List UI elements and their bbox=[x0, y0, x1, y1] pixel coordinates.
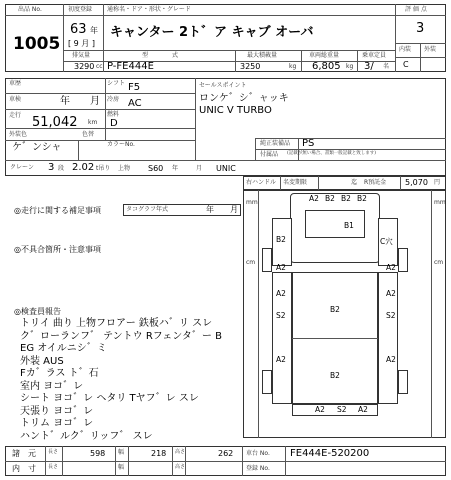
report-line: 外装 AUS bbox=[20, 355, 64, 367]
color-code-label: カラーNo. bbox=[107, 141, 135, 148]
dims-label: 諸 元 bbox=[12, 449, 36, 458]
chassis-label: 車台 No. bbox=[246, 450, 270, 457]
report-line: 天張り ヨコ゛レ bbox=[20, 405, 94, 417]
mark-bottom-s2: S2 bbox=[337, 405, 347, 414]
report-line: 室内 ヨコ゛レ bbox=[20, 380, 84, 392]
ext-color: ケ゛ンシャ bbox=[12, 142, 62, 153]
ac-label: 冷房 bbox=[107, 96, 120, 103]
inner-width-label: 幅 bbox=[118, 464, 125, 471]
mark-center-b2-upper: B2 bbox=[330, 305, 340, 314]
mark-b1: B1 bbox=[344, 221, 354, 230]
interior-grade: C bbox=[403, 60, 409, 69]
recycle-label: R預託金 bbox=[364, 179, 387, 186]
mark-top-b2-1: B2 bbox=[325, 194, 335, 203]
displacement: 3290 bbox=[74, 62, 95, 71]
seats: 3/ bbox=[364, 61, 374, 72]
length-value: 598 bbox=[90, 449, 106, 458]
crane-stage-unit: 段 bbox=[58, 165, 65, 172]
mark-left-s2: S2 bbox=[276, 311, 286, 320]
history-label: 車歴 bbox=[9, 80, 22, 87]
gross-weight: 6,805 bbox=[312, 61, 341, 72]
mark-side-a2-right: A2 bbox=[386, 263, 396, 272]
displacement-label: 排気量 bbox=[72, 52, 91, 59]
ext-color-label: 外装色 bbox=[9, 131, 28, 138]
mark-left-b2: B2 bbox=[276, 235, 286, 244]
inner-height-label: 高さ bbox=[175, 464, 186, 470]
vehicle-name: キャンター 2ト゛ア キャブ オーバ bbox=[110, 25, 314, 40]
model-label: 型 式 bbox=[142, 52, 179, 59]
supplement-label: ◎走行に関する補足事項 bbox=[14, 206, 101, 215]
ac-value: AC bbox=[128, 98, 142, 109]
report-line: EG オイルニシ゛ミ bbox=[20, 343, 107, 354]
max-load: 3250 bbox=[240, 62, 261, 71]
shift-label: シフト bbox=[107, 80, 126, 87]
mark-left-a2-lower: A2 bbox=[276, 355, 286, 364]
rear-right-wheel bbox=[398, 370, 408, 394]
displacement-unit: cc bbox=[96, 63, 103, 70]
height-value: 262 bbox=[218, 449, 234, 458]
report-line: ク゛ローランフ゛ テントウ Rフェンタ゛ー B bbox=[20, 330, 222, 342]
mark-center-b2-lower: B2 bbox=[330, 371, 340, 380]
exterior-label: 外装 bbox=[424, 46, 437, 53]
scale-mm-right: mm bbox=[434, 199, 446, 206]
upper-year-word: 年 bbox=[172, 165, 179, 172]
mark-side-a2-left: A2 bbox=[276, 263, 286, 272]
mark-top-b2-3: B2 bbox=[357, 194, 367, 203]
report-line: シート ヨコ゛レ ヘタリ Tヤフ゛レ スレ bbox=[20, 393, 199, 404]
mark-top-b2-2: B2 bbox=[341, 194, 351, 203]
meter-month: 月 bbox=[230, 205, 238, 214]
inspection-month: 月 bbox=[90, 96, 100, 107]
score-label: 評 価 点 bbox=[405, 6, 427, 13]
mark-bottom-a2-right: A2 bbox=[358, 405, 368, 414]
lot-label: 出品 No. bbox=[18, 6, 42, 13]
inspection-year: 年 bbox=[60, 96, 70, 107]
height-label: 高さ bbox=[175, 449, 186, 455]
name-change-label: 名変期限 bbox=[283, 179, 308, 186]
seats-label: 乗車定員 bbox=[362, 52, 387, 59]
inspector-label: ◎検査員報告 bbox=[14, 307, 61, 316]
accessory-note: (記載が無い場合、書類一般記載と致します) bbox=[287, 151, 377, 156]
meter-label: タコグラフ年式 bbox=[126, 206, 169, 213]
inner-label: 内 寸 bbox=[12, 464, 36, 473]
front-right-wheel bbox=[398, 248, 408, 272]
inspector-report bbox=[20, 319, 240, 444]
color-no-label: 色替 bbox=[82, 131, 95, 138]
upper-maker: UNIC bbox=[216, 164, 236, 173]
upper-era: S60 bbox=[148, 164, 164, 173]
width-value: 218 bbox=[151, 449, 167, 458]
rear-left-wheel bbox=[262, 370, 272, 394]
mark-right-a2-lower: A2 bbox=[386, 355, 396, 364]
sales-point-label: セールスポイント bbox=[199, 82, 247, 89]
equipment-label: 純正装備品 bbox=[260, 140, 291, 147]
report-line: Fカ゛ラス ト゛石 bbox=[20, 368, 99, 379]
sales-point-2: UNIC V TURBO bbox=[199, 105, 272, 116]
report-line: トリイ 曲り 上物フロアー 鉄板ハ゛リ スレ bbox=[20, 318, 213, 329]
mileage-unit: km bbox=[88, 119, 98, 126]
equipment-value: PS bbox=[302, 138, 315, 149]
mileage-label: 走行 bbox=[9, 112, 22, 119]
recycle-unit: 円 bbox=[434, 179, 441, 186]
meter-year: 年 bbox=[206, 205, 214, 214]
score: 3 bbox=[416, 21, 425, 36]
reg-year-suffix: 年 bbox=[90, 26, 98, 35]
mark-left-a2: A2 bbox=[276, 289, 286, 298]
reg-year: 63 bbox=[70, 22, 87, 37]
interior-label: 内装 bbox=[399, 46, 412, 53]
mark-right-a2: A2 bbox=[386, 289, 396, 298]
defects-label: ◎不具合箇所・注意事項 bbox=[14, 245, 101, 254]
crane-ton: 2.02 bbox=[72, 162, 95, 173]
scale-mm-left: mm bbox=[246, 199, 258, 206]
vehicle-name-label: 通称名・ドア・形状・グレード bbox=[107, 6, 191, 13]
width-label: 幅 bbox=[118, 449, 125, 456]
accessory-label: 付属品 bbox=[260, 151, 279, 158]
shift-value: F5 bbox=[128, 82, 141, 93]
deadline-suffix: 迄 bbox=[351, 179, 358, 186]
fuel-value: D bbox=[110, 118, 118, 129]
crane-stage: 3 bbox=[48, 162, 55, 173]
mark-c-hole: C穴 bbox=[380, 237, 393, 246]
mileage: 51,042 bbox=[32, 115, 78, 130]
max-load-unit: kg bbox=[289, 63, 297, 70]
lot-number: 1005 bbox=[13, 34, 61, 54]
mark-right-s2: S2 bbox=[386, 311, 396, 320]
report-line: ハント゛ルク゛リッフ゛ スレ bbox=[20, 430, 153, 442]
crane-label: クレーン bbox=[10, 164, 34, 171]
windshield bbox=[305, 210, 365, 238]
chassis-no: FE444E-520200 bbox=[290, 448, 370, 459]
upper-month-word: 月 bbox=[196, 165, 203, 172]
capacity-label: 最大積載量 bbox=[247, 52, 278, 59]
seats-unit: 名 bbox=[383, 63, 390, 70]
crane-ton-unit: t吊り bbox=[96, 165, 111, 172]
report-line: トリム ヨコ゛レ bbox=[20, 418, 94, 429]
inspection-label: 車検 bbox=[9, 96, 22, 103]
scale-cm-right: cm bbox=[434, 259, 444, 266]
inner-length-label: 長さ bbox=[48, 464, 59, 470]
reg-month: [ 9 月 ] bbox=[68, 39, 95, 48]
first-reg-label: 初度登録 bbox=[68, 6, 93, 13]
mark-top-a2: A2 bbox=[309, 194, 319, 203]
mark-bottom-a2-left: A2 bbox=[315, 405, 325, 414]
reg-no-label: 登録 No. bbox=[246, 465, 270, 472]
gross-weight-label: 車両総重量 bbox=[309, 52, 340, 59]
model-code: P-FE444E bbox=[107, 61, 154, 72]
scale-cm-left: cm bbox=[246, 259, 256, 266]
length-label: 長さ bbox=[48, 449, 59, 455]
gross-weight-unit: kg bbox=[346, 63, 354, 70]
sales-point-1: ロンケ゛シ゛ャッキ bbox=[199, 93, 289, 104]
recycle-value: 5,070 bbox=[405, 178, 428, 187]
upper-label: 上物 bbox=[118, 165, 131, 172]
fuel-label: 燃料 bbox=[107, 111, 120, 118]
front-left-wheel bbox=[262, 248, 272, 272]
handle-label: 右ハンドル bbox=[246, 179, 277, 186]
